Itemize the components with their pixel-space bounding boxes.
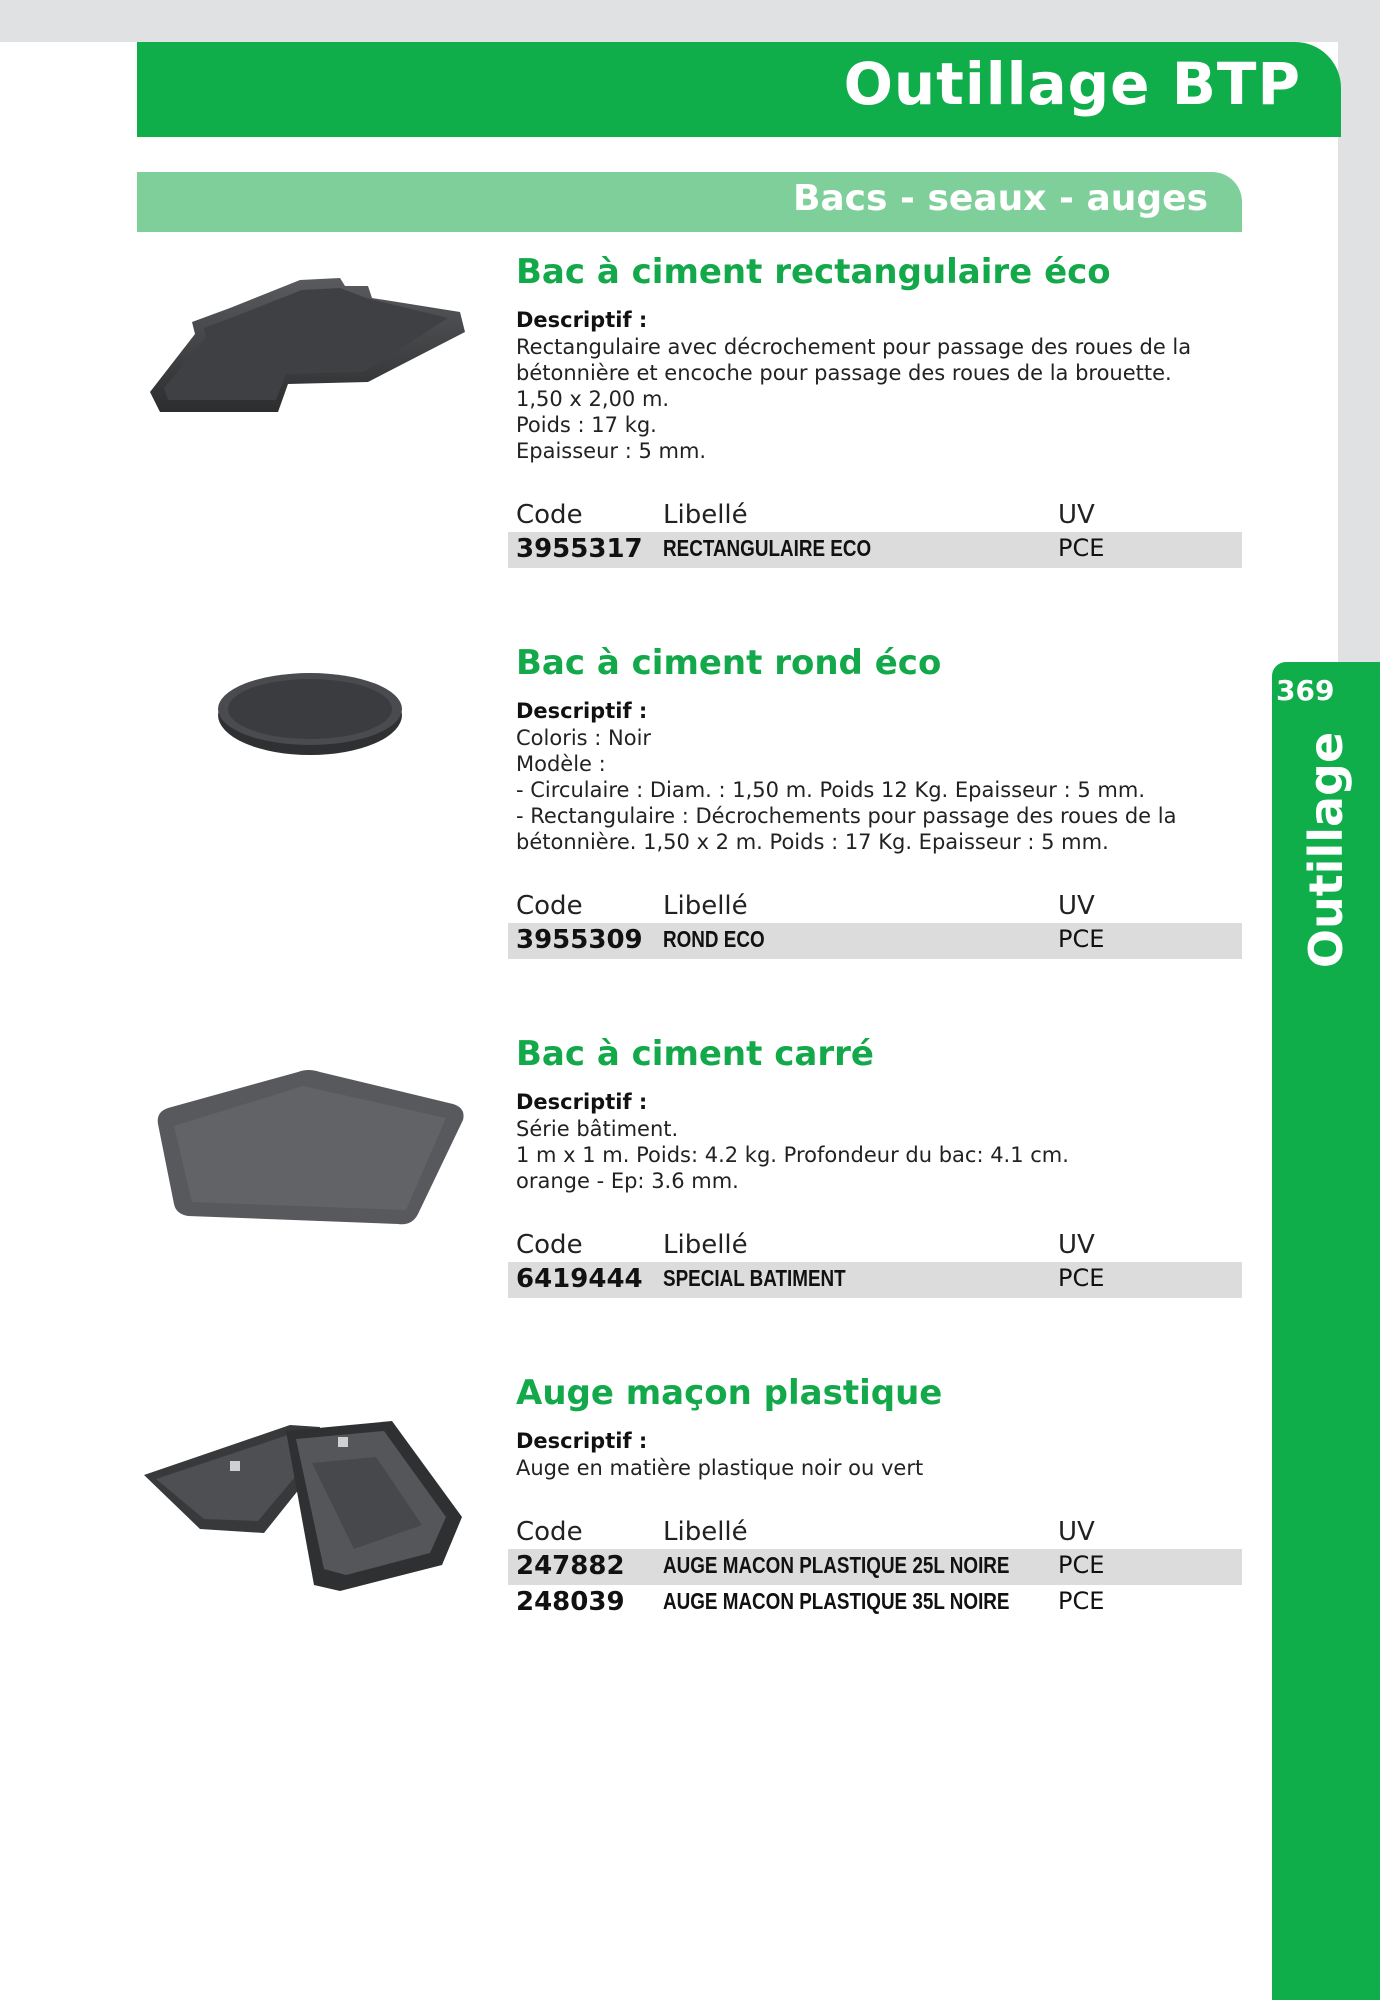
description-line: Coloris : Noir xyxy=(516,726,652,750)
table-header xyxy=(508,1228,1242,1262)
top-gray-strip xyxy=(0,0,1380,42)
description-label: Descriptif : xyxy=(516,308,648,332)
row-libelle: RECTANGULAIRE ECO xyxy=(663,535,872,561)
section-header-band xyxy=(137,172,1242,232)
row-libelle: AUGE MACON PLASTIQUE 25L NOIRE xyxy=(663,1552,1010,1578)
header-code: Code xyxy=(516,891,583,921)
header-code: Code xyxy=(516,1230,583,1260)
product-description xyxy=(516,1455,1236,1481)
product-title: Bac à ciment rond éco xyxy=(516,643,942,683)
row-uv: PCE xyxy=(1058,1264,1105,1292)
header-libelle: Libellé xyxy=(663,891,748,921)
row-code: 248039 xyxy=(516,1587,625,1617)
product-description xyxy=(516,725,1236,855)
row-uv: PCE xyxy=(1058,1551,1105,1579)
description-label: Descriptif : xyxy=(516,1090,648,1114)
row-uv: PCE xyxy=(1058,534,1105,562)
product-description xyxy=(516,1116,1236,1194)
header-uv: UV xyxy=(1058,500,1095,530)
description-line: 1 m x 1 m. Poids: 4.2 kg. Profondeur du bac: 4.1 cm. xyxy=(516,1143,1069,1167)
plastic-mason-trough-image xyxy=(140,1413,470,1613)
page-number: 369 xyxy=(1276,674,1335,707)
description-line: Poids : 17 kg. xyxy=(516,413,657,437)
header-code: Code xyxy=(516,1517,583,1547)
description-line: bétonnière et encoche pour passage des roues de la brouette. xyxy=(516,361,1172,385)
row-libelle: ROND ECO xyxy=(663,926,765,952)
table-header xyxy=(508,498,1242,532)
table-header xyxy=(508,1515,1242,1549)
table-row xyxy=(508,532,1242,568)
description-line: - Circulaire : Diam. : 1,50 m. Poids 12 Kg. Epaisseur : 5 mm. xyxy=(516,778,1145,802)
row-code: 247882 xyxy=(516,1551,625,1581)
chapter-label: Outillage xyxy=(1299,731,1353,969)
table-row xyxy=(508,1262,1242,1298)
description-label: Descriptif : xyxy=(516,1429,648,1453)
side-gray-strip xyxy=(1338,42,1380,662)
product-title: Bac à ciment rectangulaire éco xyxy=(516,252,1111,292)
description-line: Epaisseur : 5 mm. xyxy=(516,439,707,463)
row-uv: PCE xyxy=(1058,1587,1105,1615)
page-header-band xyxy=(137,42,1341,137)
row-code: 3955317 xyxy=(516,534,643,564)
row-libelle: AUGE MACON PLASTIQUE 35L NOIRE xyxy=(663,1588,1010,1614)
product-table xyxy=(508,1228,1242,1298)
description-line: Série bâtiment. xyxy=(516,1117,679,1141)
table-header xyxy=(508,889,1242,923)
header-libelle: Libellé xyxy=(663,500,748,530)
product-table xyxy=(508,1515,1242,1621)
table-row xyxy=(508,923,1242,959)
description-line: Auge en matière plastique noir ou vert xyxy=(516,1456,924,1480)
header-libelle: Libellé xyxy=(663,1517,748,1547)
description-line: Rectangulaire avec décrochement pour passage des roues de la xyxy=(516,335,1192,359)
header-uv: UV xyxy=(1058,1517,1095,1547)
product-table xyxy=(508,889,1242,959)
product-title: Auge maçon plastique xyxy=(516,1373,943,1413)
row-code: 6419444 xyxy=(516,1264,643,1294)
header-uv: UV xyxy=(1058,891,1095,921)
description-line: orange - Ep: 3.6 mm. xyxy=(516,1169,739,1193)
row-libelle: SPECIAL BATIMENT xyxy=(663,1265,846,1291)
header-uv: UV xyxy=(1058,1230,1095,1260)
product-description xyxy=(516,334,1236,464)
row-uv: PCE xyxy=(1058,925,1105,953)
row-code: 3955309 xyxy=(516,925,643,955)
description-line: Modèle : xyxy=(516,752,606,776)
square-cement-tub-image xyxy=(148,1064,468,1234)
table-row xyxy=(508,1585,1242,1621)
product-title: Bac à ciment carré xyxy=(516,1034,874,1074)
table-row xyxy=(508,1549,1242,1585)
page-title: Outillage BTP xyxy=(843,50,1301,118)
description-label: Descriptif : xyxy=(516,699,648,723)
header-libelle: Libellé xyxy=(663,1230,748,1260)
description-line: bétonnière. 1,50 x 2 m. Poids : 17 Kg. Epaisseur : 5 mm. xyxy=(516,830,1109,854)
description-line: 1,50 x 2,00 m. xyxy=(516,387,670,411)
product-table xyxy=(508,498,1242,568)
header-code: Code xyxy=(516,500,583,530)
description-line: - Rectangulaire : Décrochements pour passage des roues de la xyxy=(516,804,1177,828)
rectangular-cement-tub-image xyxy=(140,272,480,432)
round-cement-tub-image xyxy=(210,663,410,763)
section-title: Bacs - seaux - auges xyxy=(792,178,1208,219)
